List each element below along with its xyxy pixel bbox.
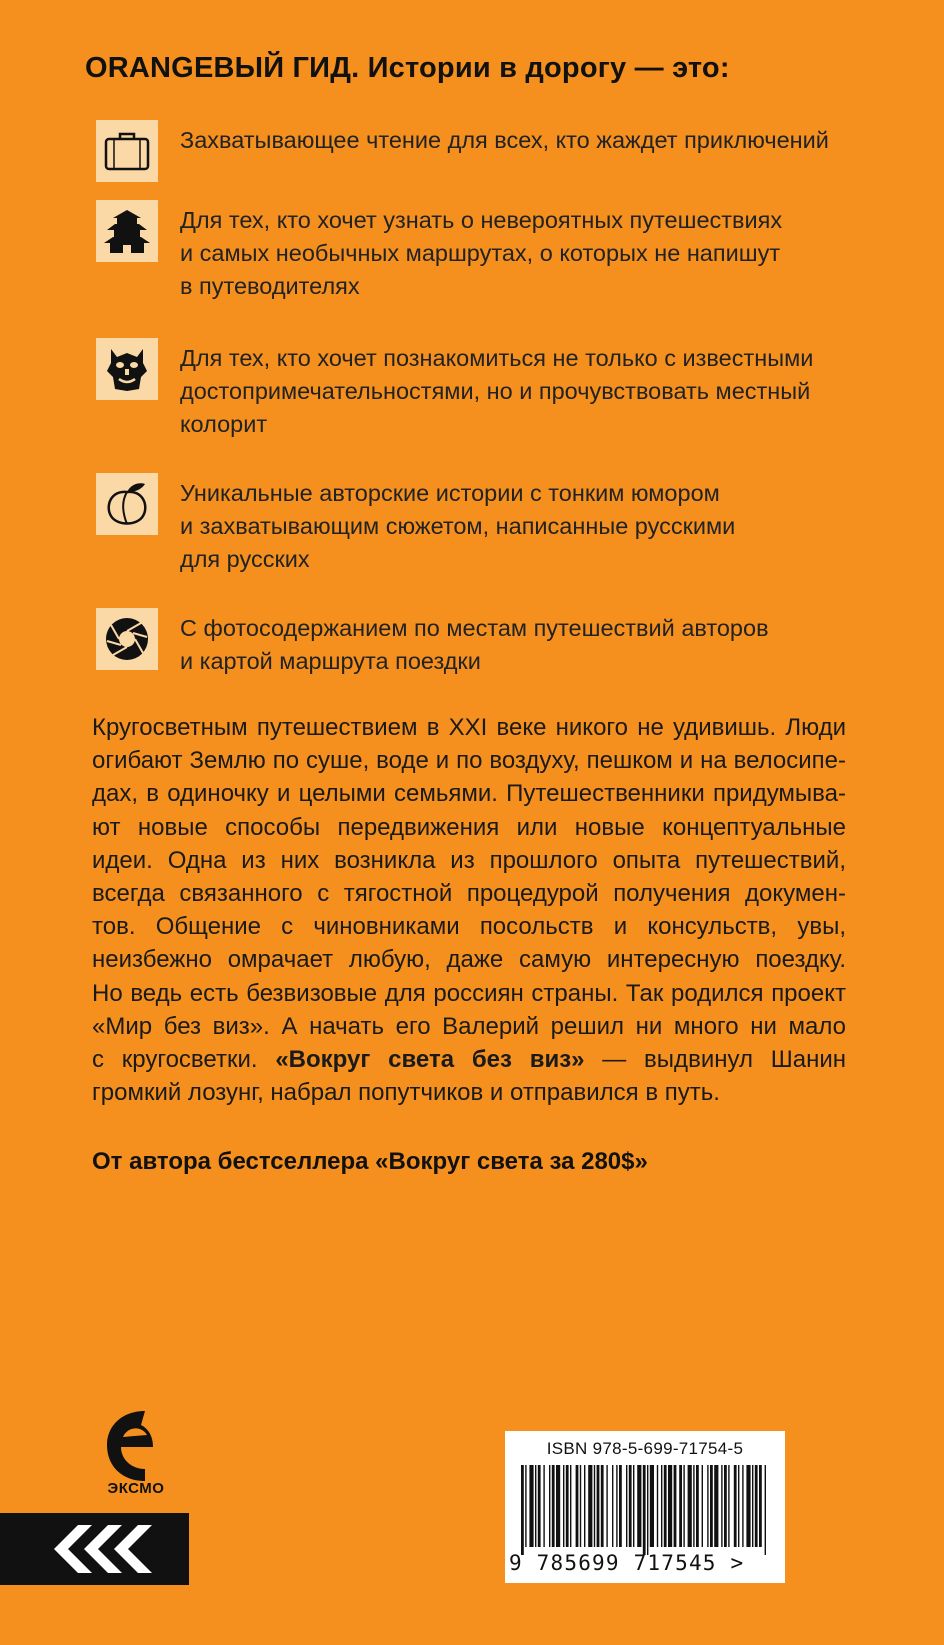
feature-text: Захватывающее чтение для всех, кто жаждет приключений — [180, 127, 829, 153]
barcode-bar — [576, 1465, 579, 1547]
barcode-bar — [543, 1465, 544, 1547]
barcode-bar — [629, 1465, 632, 1547]
barcode-bar — [556, 1465, 560, 1547]
feature-text: С фотосодержанием по местам путешествий авторов и картой маршрута поездки — [180, 615, 769, 674]
barcode-bar — [549, 1465, 550, 1547]
barcode-bar — [637, 1465, 641, 1547]
feature-item-photo — [96, 608, 860, 678]
barcode-panel — [505, 1431, 785, 1583]
barcode-bar — [633, 1465, 634, 1547]
barcode-bar — [601, 1465, 604, 1547]
barcode-bar — [693, 1465, 694, 1547]
feature-item-colour — [96, 338, 860, 441]
barcode-bar — [566, 1465, 569, 1547]
book-title-bold: «Вокруг света без виз» — [275, 1046, 585, 1074]
barcode-bar — [619, 1465, 622, 1547]
barcode-bar — [657, 1465, 658, 1547]
barcode-bar — [529, 1465, 533, 1547]
mask-icon — [96, 338, 158, 400]
barcode-digits: 9 785699 717545 > — [509, 1551, 745, 1575]
barcode-bar — [525, 1465, 526, 1547]
barcode-bar — [746, 1465, 750, 1547]
barcode-bar — [742, 1465, 743, 1547]
barcode-bar — [674, 1465, 677, 1547]
page-heading — [85, 52, 730, 85]
barcode-bar — [538, 1465, 541, 1547]
feature-item-routes — [96, 200, 860, 303]
barcode-bar — [584, 1465, 585, 1547]
barcode-bar — [755, 1465, 758, 1547]
barcode-bar — [765, 1465, 766, 1555]
barcode-bar — [597, 1465, 600, 1547]
barcode-bar — [710, 1465, 713, 1547]
barcode-bar — [521, 1465, 524, 1555]
barcode-bar — [588, 1465, 592, 1547]
barcode-bar — [616, 1465, 617, 1547]
barcode-bar — [643, 1465, 646, 1555]
feature-item-stories — [96, 473, 860, 576]
barcode-bar — [683, 1465, 684, 1547]
barcode-bar — [563, 1465, 564, 1547]
feature-text: Для тех, кто хочет узнать о невероятных путешествиях и самых необычных маршрутах, о которых не напишут в путеводителях — [180, 207, 783, 299]
barcode-bar — [570, 1465, 571, 1547]
pagoda-icon — [96, 200, 158, 262]
barcode-bar — [734, 1465, 737, 1547]
feature-text: Для тех, кто хочет познакомиться не только с известными достопримечательностями, но и прочувствовать местный колорит — [180, 345, 814, 437]
barcode-bar — [580, 1465, 581, 1547]
suitcase-icon — [96, 120, 158, 182]
barcode-bar — [650, 1465, 654, 1547]
barcode-bar — [612, 1465, 613, 1547]
barcode-bar — [721, 1465, 722, 1547]
barcode-bar — [702, 1465, 703, 1547]
eksmo-logo-icon — [101, 1407, 171, 1485]
heading-rest: . Истории в дорогу — это: — [351, 52, 730, 84]
barcode-bar — [626, 1465, 627, 1547]
barcode-bar — [728, 1465, 729, 1547]
barcode-bar — [668, 1465, 672, 1547]
series-band — [0, 1513, 189, 1585]
barcode-bar — [752, 1465, 753, 1547]
barcode-icon — [521, 1465, 771, 1555]
barcode-bar — [759, 1465, 762, 1547]
description-paragraph: Кругосветным путешествием в XXI веке никого не удивишь. Люди огибают Землю по суше, воде и по воздуху, пешком и на велосипе- дах, в одиночку и целыми семьями. Путешественники придумыва- ют новые способы передвижения или новые концептуальные идеи. Одна из них возникла из прошлого опыта путешествий, всегда связанного с тягостной процедурой получения докумен- тов. Общение с чиновниками посольств и консульств, увы, неизбежно омрачает любую, даже самую интересную поездку. Но ведь есть безвизовые для россиян страны. Так родился проект «Мир без виз». А начать его Валерий решил ни много ни мало с кругосветки. «Вокруг света без виз» — выдвинул Шанин громкий лозунг, набрал попутчиков и отправился в путь. — [92, 714, 846, 1107]
triple-chevron-left-icon — [48, 1523, 158, 1575]
barcode-bar — [738, 1465, 739, 1547]
heading-brand: ORANGEВЫЙ ГИД — [85, 52, 352, 84]
barcode-bar — [714, 1465, 718, 1547]
barcode-bar — [688, 1465, 692, 1547]
publisher-name: ЭКСМО — [107, 1480, 165, 1497]
feature-text: Уникальные авторские истории с тонким юмором и захватывающим сюжетом, написанные русскими для русских — [180, 480, 736, 572]
isbn-label: ISBN 978-5-699-71754-5 — [546, 1439, 744, 1458]
description-line-bold: с кругосветки. «Вокруг света без виз» — выдвинул Шанин — [92, 1046, 846, 1074]
barcode-bar — [606, 1465, 607, 1547]
barcode-bar — [664, 1465, 667, 1547]
feature-item-reading — [96, 120, 860, 182]
author-tagline: От автора бестселлера «Вокруг света за 280$» — [92, 1148, 648, 1175]
barcode-bar — [661, 1465, 662, 1547]
barcode-bar — [535, 1465, 536, 1547]
peach-icon — [96, 473, 158, 535]
barcode-bar — [679, 1465, 682, 1547]
barcode-bar — [707, 1465, 708, 1547]
barcode-bar — [594, 1465, 595, 1547]
camera-aperture-icon — [96, 608, 158, 670]
barcode-bar — [724, 1465, 727, 1547]
barcode-bar — [696, 1465, 699, 1547]
barcode-bar — [552, 1465, 555, 1547]
barcode-bar — [647, 1465, 648, 1555]
